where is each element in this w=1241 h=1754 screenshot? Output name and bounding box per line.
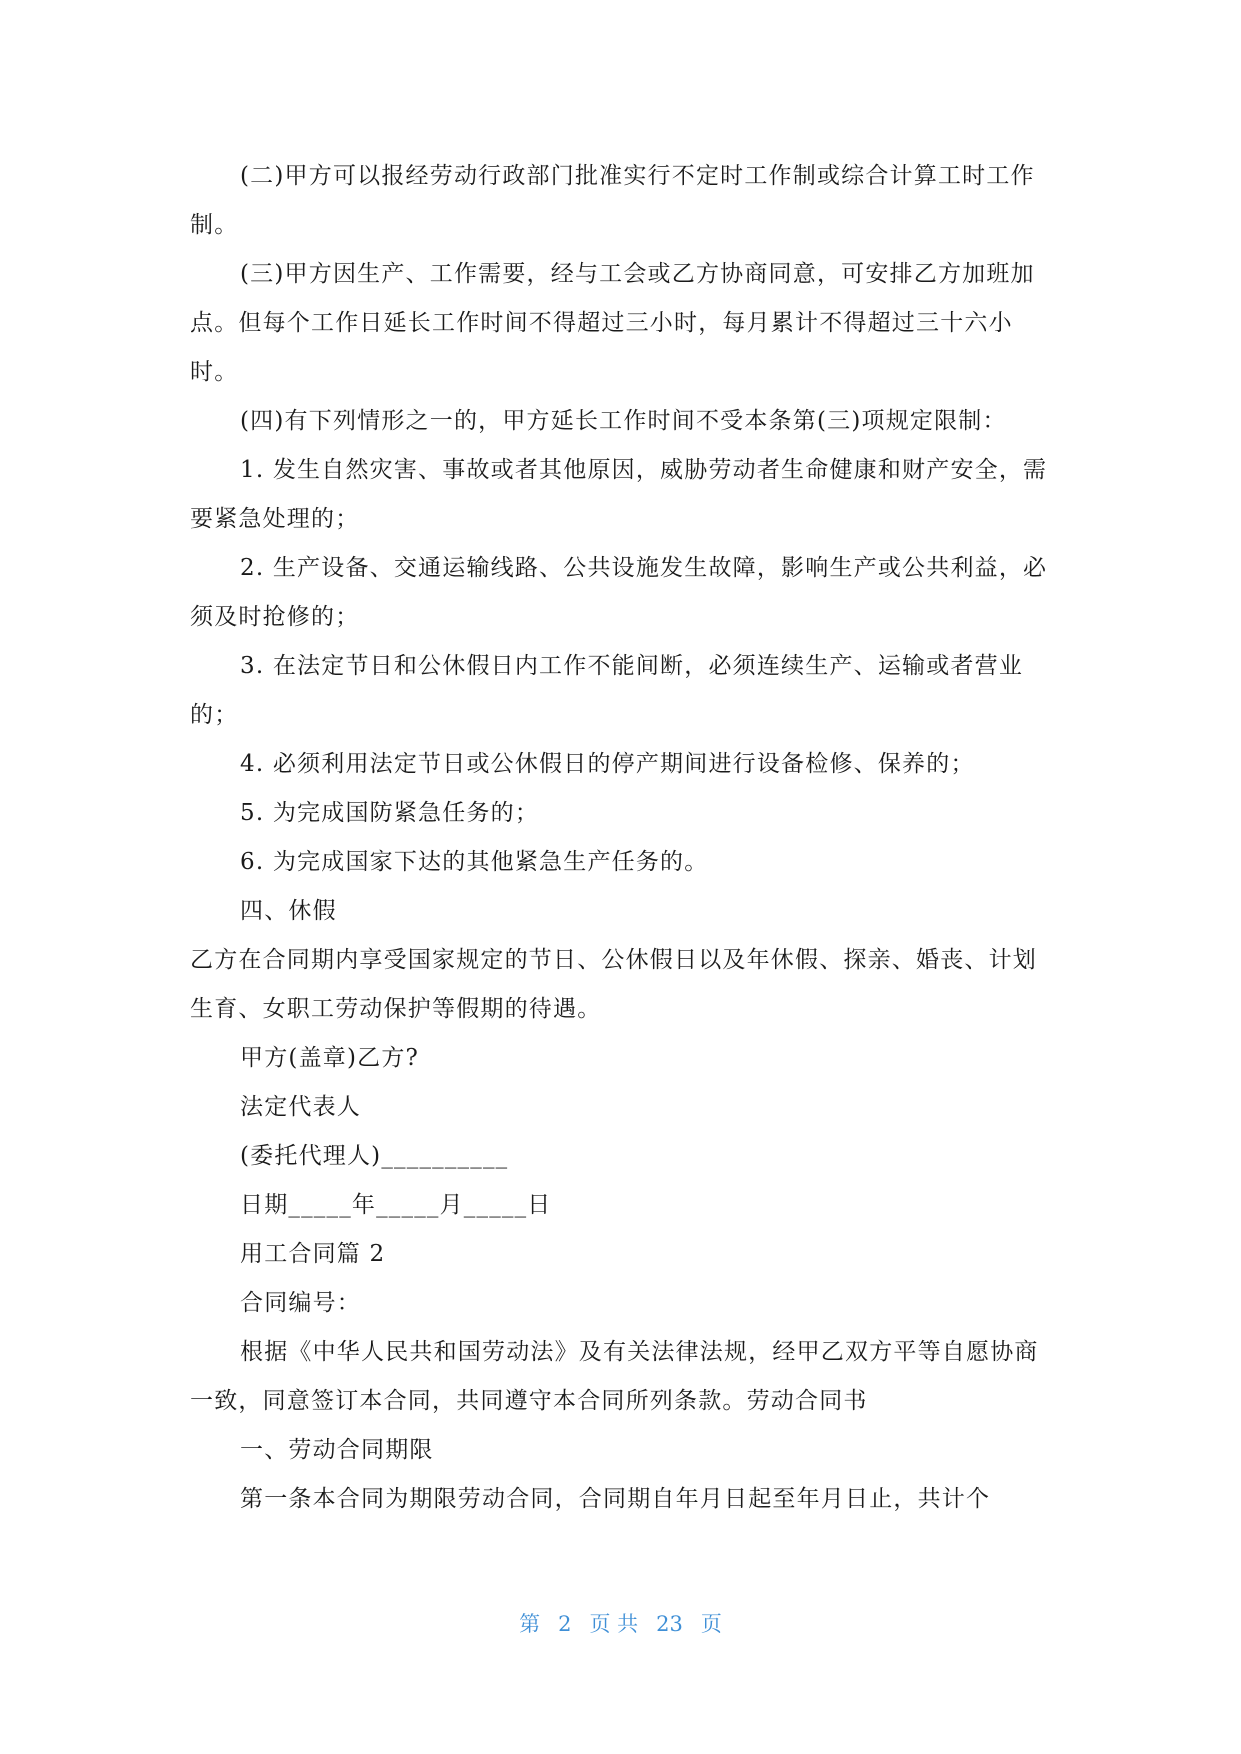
- footer-prefix: 第: [519, 1612, 541, 1636]
- list-item: 6. 为完成国家下达的其他紧急生产任务的。: [240, 849, 709, 875]
- list-item: 3. 在法定节日和公休假日内工作不能间断，必须连续生产、运输或者营业的；: [190, 653, 1024, 728]
- list-item: 5. 为完成国防紧急任务的；: [240, 800, 540, 826]
- section-heading: 用工合同篇 2: [240, 1241, 386, 1267]
- paragraph: 第一条本合同为期限劳动合同，合同期自年月日起至年月日止，共计个: [240, 1486, 991, 1512]
- document-body: [190, 152, 1050, 1524]
- list-item: 1. 发生自然灾害、事故或者其他原因，威胁劳动者生命健康和财产安全，需要紧急处理的；: [190, 457, 1048, 532]
- list-item: 4. 必须利用法定节日或公休假日的停产期间进行设备检修、保养的；: [240, 751, 975, 777]
- paragraph: (四)有下列情形之一的，甲方延长工作时间不受本条第(三)项规定限制：: [240, 408, 1007, 434]
- signature-line: 甲方(盖章)乙方?: [240, 1045, 420, 1071]
- paragraph: 根据《中华人民共和国劳动法》及有关法律法规，经甲乙双方平等自愿协商一致，同意签订本合同，共同遵守本合同所列条款。劳动合同书: [190, 1339, 1039, 1414]
- contract-number: 合同编号：: [240, 1290, 361, 1316]
- paragraph: 乙方在合同期内享受国家规定的节日、公休假日以及年休假、探亲、婚丧、计划生育、女职工劳动保护等假期的待遇。: [190, 947, 1037, 1022]
- paragraph: (三)甲方因生产、工作需要，经与工会或乙方协商同意，可安排乙方加班加点。但每个工作日延长工作时间不得超过三小时，每月累计不得超过三十六小时。: [190, 261, 1035, 385]
- footer-middle: 页 共: [589, 1612, 639, 1636]
- section-heading: 四、休假: [240, 898, 337, 924]
- list-item: 2. 生产设备、交通运输线路、公共设施发生故障，影响生产或公共利益，必须及时抢修的；: [190, 555, 1048, 630]
- section-heading: 一、劳动合同期限: [240, 1437, 434, 1463]
- signature-line: 法定代表人: [240, 1094, 361, 1120]
- footer-suffix: 页: [700, 1612, 722, 1636]
- date-line: 日期_____年_____月_____日: [240, 1192, 552, 1218]
- current-page-number: 2: [558, 1612, 572, 1636]
- paragraph: (二)甲方可以报经劳动行政部门批准实行不定时工作制或综合计算工时工作制。: [190, 163, 1035, 238]
- total-pages-number: 23: [656, 1612, 683, 1636]
- signature-line: (委托代理人)__________: [240, 1143, 509, 1169]
- page-footer: [0, 1608, 1241, 1638]
